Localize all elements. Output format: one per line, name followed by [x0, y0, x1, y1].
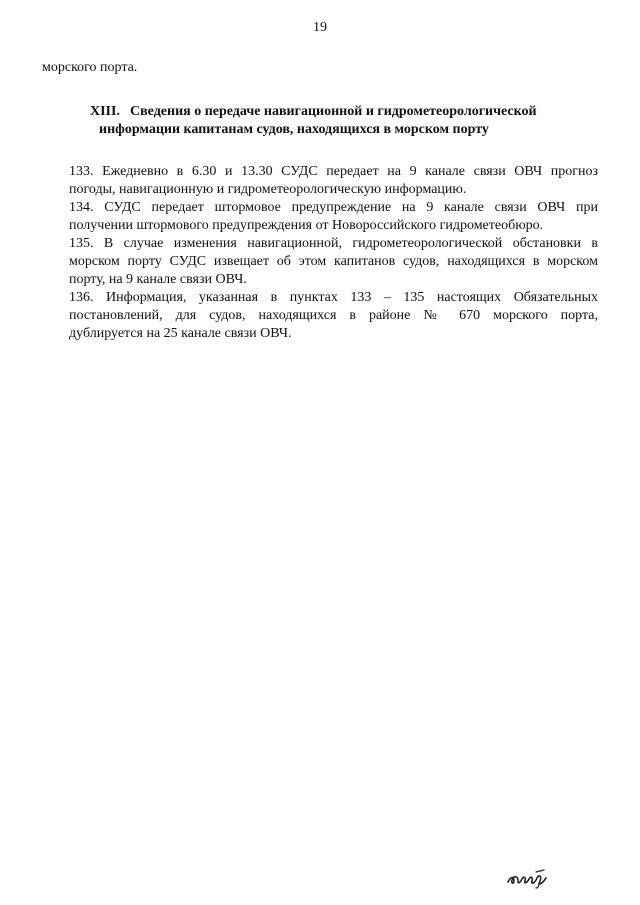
paragraph-136 — [42, 289, 598, 343]
paragraph-line: порту, на 9 канале связи ОВЧ. — [69, 272, 247, 287]
paragraph-line: морском порту СУДС извещает об этом капитанов судов, находящихся в морском — [69, 254, 598, 269]
paragraph-134 — [42, 199, 598, 235]
paragraph-line: дублируется на 25 канале связи ОВЧ. — [69, 326, 292, 341]
section-heading — [90, 103, 600, 139]
paragraph-line: 135. В случае изменения навигационной, гидрометеорологической обстановки в — [69, 236, 598, 251]
carry-over-text: морского порта. — [42, 60, 138, 75]
section-number: XIII. — [90, 104, 120, 119]
paragraph-line: получении штормового предупреждения от Новороссийского гидрометеобюро. — [69, 218, 544, 233]
paragraph-line: погоды, навигационную и гидрометеорологическую информацию. — [69, 182, 467, 197]
section-body — [42, 163, 598, 343]
page-number: 19 — [313, 20, 327, 35]
paragraph-135 — [42, 235, 598, 289]
section-title-line-1: Сведения о передаче навигационной и гидрометеорологической — [130, 104, 537, 119]
paragraph-line: постановлений, для судов, находящихся в районе № 670 морского порта, — [69, 308, 598, 323]
paragraph-133 — [42, 163, 598, 199]
handwritten-initials-signature — [506, 866, 550, 890]
paragraph-line: 134. СУДС передает штормовое предупреждение на 9 канале связи ОВЧ при — [69, 200, 598, 215]
paragraph-line: 136. Информация, указанная в пунктах 133 – 135 настоящих Обязательных — [69, 290, 598, 305]
section-title-line-2: информации капитанам судов, находящихся в морском порту — [99, 122, 489, 137]
paragraph-line: 133. Ежедневно в 6.30 и 13.30 СУДС передает на 9 канале связи ОВЧ прогноз — [69, 164, 598, 179]
